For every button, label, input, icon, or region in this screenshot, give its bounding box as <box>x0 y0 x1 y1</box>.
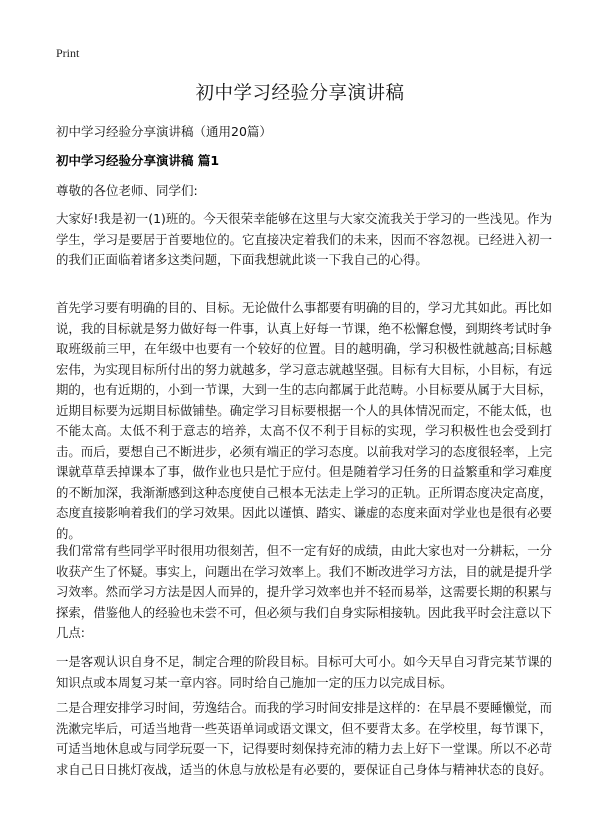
paragraph-2: 首先学习要有明确的目的、目标。无论做什么事都要有明确的目的，学习尤其如此。再比如说，我的目标就是努力做好每一件事，认真上好每一节课，绝不松懈怠慢，到期终考试时争取班级前三甲，在年级中也要有一个较好的位置。目的越明确，学习积极性就越高;目标越宏伟，为实现目标所付出的努力就越多，学习意志就越坚强。目标有大目标，小目标，有远期的，也有近期的，小到一节课，大到一生的志向都属于此范畴。小目标要从属于大目标，近期目标要为远期目标做铺垫。确定学习目标要根据一个人的具体情况而定，不能太低，也不能太高。太低不利于意志的培养，太高不仅不利于目标的实现，学习积极性也会受到打击。而后，要想自己不断进步，必须有端正的学习态度。以前我对学习的态度很轻率，上完课就草草丢掉课本了事，做作业也只是忙于应付。但是随着学习任务的日益繁重和学习难度的不断加深，我渐渐感到这种态度使自己根本无法走上学习的正轨。正所谓态度决定高度，态度直接影响着我们的学习效果。因此以谨慎、踏实、谦虚的态度来面对学业也是很有必要的。 <box>56 300 552 541</box>
section-heading: 初中学习经验分享演讲稿 篇1 <box>56 153 220 168</box>
paragraph-5: 二是合理安排学习时间，劳逸结合。而我的学习时间安排是这样的：在早晨不要睡懒觉，而洗漱完毕后，可适当地背一些英语单词或语文课文，但不要背太多。在学校里，每节课下，可适当地休息或与同学玩耍一下，记得要时刻保持充沛的精力去上好下一堂课。所以不必苛求自己日日挑灯夜战，适当的休息与放松是有必要的，要保证自己身体与精神状态的良好。 <box>56 700 552 777</box>
page-title: 初中学习经验分享演讲稿 <box>195 83 405 104</box>
print-label: Print <box>56 46 80 60</box>
paragraph-3: 我们常常有些同学平时很用功很刻苦，但不一定有好的成绩，由此大家也对一分耕耘，一分收获产生了怀疑。事实上，问题出在学习效率上。我们不断改进学习方法，目的就是提升学习效率。然而学习方法是因人而异的，提升学习效率也并不轻而易举，这需要长期的积累与探索，借鉴他人的经验也未尝不可，但必须与我们自身实际相接轨。因此我平时会注意以下几点: <box>56 543 552 640</box>
greeting-line: 尊敬的各位老师、同学们: <box>56 183 198 198</box>
document-subtitle: 初中学习经验分享演讲稿（通用20篇） <box>56 124 272 139</box>
paragraph-1: 大家好!我是初一(1)班的。今天很荣幸能够在这里与大家交流我关于学习的一些浅见。作为学生，学习是要居于首要地位的。它直接决定着我们的未来，因而不容忽视。已经进入初一的我们正面临着诸多这类问题，下面我想就此谈一下我自己的心得。 <box>56 211 552 267</box>
paragraph-4: 一是客观认识自身不足，制定合理的阶段目标。目标可大可小。如今天早自习背完某节课的知识点或本周复习某一章内容。同时给自己施加一定的压力以完成目标。 <box>56 654 552 690</box>
